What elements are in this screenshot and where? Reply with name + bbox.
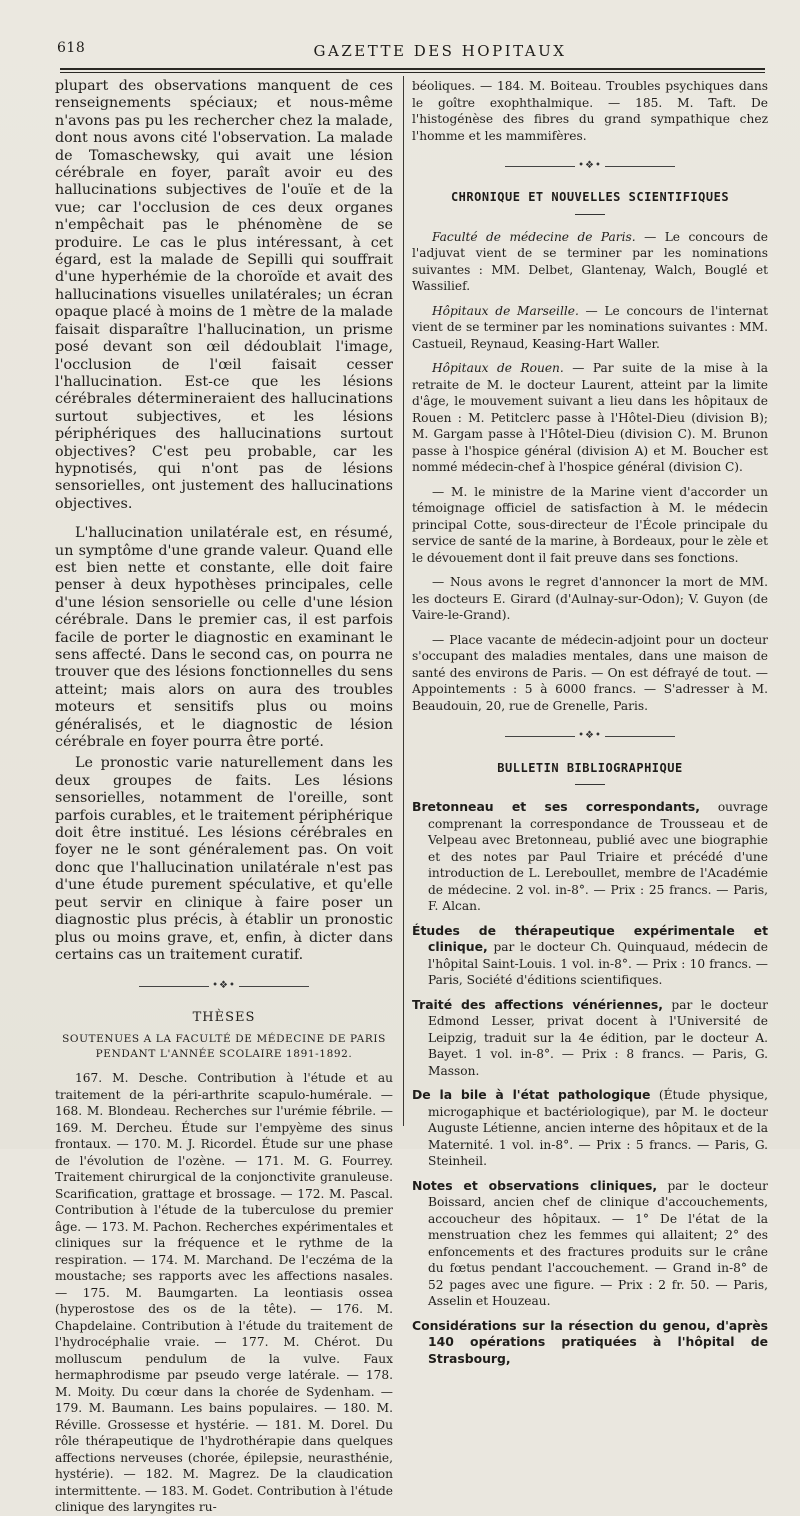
news-text: — Le concours de l'internat vient de se terminer par les nominations suivantes : MM. Castueil, Reynaud, Keasing-Hart Waller. [412, 303, 768, 351]
news-lead: Hôpitaux de Marseille. [432, 303, 579, 318]
section-rule [575, 784, 605, 785]
news-lead: Faculté de médecine de Paris. [432, 229, 636, 244]
news-item [412, 360, 768, 476]
article-paragraph: L'hallucination unilatérale est, en résumé, un symptôme d'une grande valeur. Quand elle est bien nette et constante, elle doit faire penser à deux hypothèses principales, celle d'une lésion sensorielle ou celle d'une lésion cérébrale. Dans le premier cas, il est parfois facile de porter le diagnostic en examinant le sens affecté. Dans le second cas, on pourra ne trouver que des lésions fonctionnelles du sens atteint; mais alors on aura des troubles moteurs et sensitifs plus ou moins généralisés, et le diagnostic de lésion cérébrale en foyer pourra être porté. [55, 525, 393, 751]
book-details: par le docteur Ch. Quinquaud, médecin de l'hôpital Saint-Louis. 1 vol. in-8°. — Prix : 10 francs. — Paris, Société d'éditions scientifiques. [428, 940, 768, 987]
book-title: De la bile à l'état pathologique [412, 1087, 651, 1102]
news-item [412, 574, 768, 624]
chronique-title: CHRONIQUE ET NOUVELLES SCIENTIFIQUES [450, 190, 730, 205]
news-text: — Nous avons le regret d'annoncer la mort de MM. les docteurs E. Girard (d'Aulnay-sur-Odon); V. Guyon (de Vaire-le-Grand). [412, 575, 768, 623]
news-item [412, 229, 768, 295]
theses-subtitle: PENDANT L'ANNÉE SCOLAIRE 1891-1892. [95, 1048, 353, 1061]
theses-list: 167. M. Desche. Contribution à l'étude et au traitement de la péri-arthrite scapulo-humérale. — 168. M. Blondeau. Recherches sur l'urémie fébrile. — 169. M. Dercheu. Étude sur l'empyème des sinus frontaux. — 170. M. J. Ricordel. Étude sur une phase de l'évolution de l'ozène. — 171. M. G. Fourrey. Traitement chirurgical de la conjonctivite granuleuse. Scarification, grattage et brossage. — 172. M. Pascal. Contribution à l'étude de la tuberculose du premier âge. — 173. M. Pachon. Recherches expérimentales et cliniques sur la fréquence et le rythme de la respiration. — 174. M. Marchand. De l'eczéma de la moustache; ses rapports avec les affections nasales. — 175. M. Baumgarten. La leontiasis ossea (hyperostose des os de la tête). — 176. M. Chapdelaine. Contribution à l'étude du traitement de l'hydrocéphalie vraie. — 177. M. Chérot. Du molluscum pendulum de la vulve. Faux hermaphrodisme par pseudo verge latérale. — 178. M. Moity. Du cœur dans la chorée de Sydenham. — 179. M. Baumann. Les bains populaires. — 180. M. Réville. Grossesse et hystérie. — 181. M. Dorel. Du rôle thérapeutique de l'hydrothérapie dans quelques affections nerveuses (chorée, épilepsie, neurasthénie, hystérie). — 182. M. Magrez. De la claudication intermittente. — 183. M. Godet. Contribution à l'étude clinique des laryngites ru- [55, 1071, 393, 1515]
news-lead: Hôpitaux de Rouen. [432, 361, 564, 376]
bibliography-entry [412, 1087, 768, 1170]
header-rule [60, 68, 765, 70]
left-column [55, 78, 393, 1516]
bibliography-entry [412, 997, 768, 1080]
news-item [412, 484, 768, 567]
right-column [412, 78, 768, 1375]
book-title: Études de thérapeutique expérimentale et clinique, [412, 922, 768, 954]
news-list [412, 229, 768, 715]
column-divider [403, 76, 404, 1126]
theses-list-continued: béoliques. — 184. M. Boiteau. Troubles psychiques dans le goître exophthalmique. — 185. M. Taft. De l'histogénèse des fibres du grand sympathique chez l'homme et les mammifères. [412, 79, 768, 143]
book-details: ouvrage comprenant la correspondance de Trousseau et de Velpeau avec Bretonneau, publié avec une biographie et des notes par Paul Triaire et précédé d'une introduction de L. Lereboullet, membre de l'Académie de médecine. 2 vol. in-8°. — Prix : 25 francs. — Paris, F. Alcan. [428, 800, 768, 913]
news-item [412, 303, 768, 353]
bibliography-entry [412, 923, 768, 989]
news-text: — M. le ministre de la Marine vient d'accorder un témoignage officiel de satisfaction à M. le médecin principal Cotte, sous-directeur de l'École principale du service de santé de la marine, à Bordeaux, pour le zèle et le dévouement dont il fait preuve dans ses fonctions. [412, 484, 768, 565]
book-title: Considérations sur la résection du genou, d'après 140 opérations pratiquées à l'hôpital de Strasbourg, [412, 1317, 768, 1366]
section-ornament: •❖• [412, 728, 768, 745]
article-hallucination [55, 78, 393, 964]
bibliography-entry [412, 1318, 768, 1368]
bibliography-list [412, 799, 768, 1367]
header-rule-thin [60, 72, 765, 73]
theses-title: THÈSES [192, 1009, 256, 1025]
book-title: Bretonneau et ses correspondants, [412, 799, 700, 814]
journal-title: GAZETTE DES HOPITAUX [313, 42, 567, 60]
book-details: (Étude physique, microgaphique et bactériologique), par M. le docteur Auguste Létienne, ancien interne des hôpitaux et de la Maternité. 1 vol. in-8°. — Prix : 5 francs. — Paris, G. Steinheil. [428, 1088, 768, 1168]
theses-subtitle: SOUTENUES A LA FACULTÉ DE MÉDECINE DE PARIS [62, 1033, 386, 1046]
article-paragraph: plupart des observations manquent de ces renseignements spéciaux; et nous-même n'avons pas pu les rechercher chez la malade, dont nous avons cité l'observation. La malade de Tomaschewsky, qui avait une lésion cérébrale en foyer, paraît avoir eu des hallucinations subjectives de l'ouïe et de la vue; car l'occlusion de ces deux organes n'empêchait pas le phénomène de se produire. Le cas le plus intéressant, à cet égard, est la malade de Sepilli qui souffrait d'une hyperhémie de la choroïde et avait des hallucinations visuelles unilatérales; un écran opaque placé à moins de 1 mètre de la malade faisait disparaître l'hallucination, un prisme posé devant son œil dédoublait l'image, l'occlusion de l'œil faisait cesser l'hallucination. Est-ce que les lésions cérébrales détermineraient des hallucinations surtout subjectives, et les lésions périphériques des hallucinations surtout objectives? C'est peu probable, car les hypnotisés, qui n'ont pas de lésions sensorielles, ont justement des hallucinations objectives. [55, 78, 393, 512]
book-title: Notes et observations cliniques, [412, 1177, 658, 1193]
bibliography-entry [412, 799, 768, 915]
section-ornament: •❖• [55, 978, 393, 995]
news-text: — Place vacante de médecin-adjoint pour un docteur s'occupant des maladies mentales, dans une maison de santé des environs de Paris. — On est défrayé de tout. — Appointements : 5 à 6000 francs. — S'adresser à M. Beaudouin, 20, rue de Grenelle, Paris. [412, 632, 768, 713]
page-number: 618 [57, 40, 86, 56]
book-title: Traité des affections vénériennes, [412, 996, 663, 1012]
article-paragraph: Le pronostic varie naturellement dans les deux groupes de faits. Les lésions sensorielles, notamment de l'oreille, sont parfois curables, et le traitement périphérique doit être institué. Les lésions cérébrales en foyer ne le sont généralement pas. On voit donc que l'hallucination unilatérale n'est pas d'une étude purement spéculative, et qu'elle peut servir en clinique à faire poser un diagnostic plus précis, à établir un pronostic plus ou moins grave, et, enfin, à dicter dans certains cas un traitement curatif. [55, 755, 393, 963]
news-text: — Par suite de la mise à la retraite de M. le docteur Laurent, atteint par la limite d'âge, le mouvement suivant a lieu dans les hôpitaux de Rouen : M. Petitclerc passe à l'Hôtel-Dieu (division B); M. Gargam passe à l'Hôtel-Dieu (division C). M. Brunon passe à l'hospice général (division A) et M. Boucher est nommé médecin-chef à l'hospice général (division C). [412, 361, 768, 475]
page-header [55, 38, 765, 74]
section-ornament: •❖• [412, 158, 768, 175]
bibliography-entry [412, 1178, 768, 1310]
news-text: — Le concours de l'adjuvat vient de se terminer par les nominations suivantes : MM. Delbet, Glantenay, Walch, Bouglé et Wassilief. [412, 229, 768, 294]
bulletin-title: BULLETIN BIBLIOGRAPHIQUE [497, 760, 683, 775]
news-item [412, 632, 768, 715]
book-details: par le docteur Edmond Lesser, privat docent à l'Université de Leipzig, traduit sur la 4e édition, par le docteur A. Bayet. 1 vol. in-8°. — Prix : 8 francs. — Paris, G. Masson. [428, 997, 768, 1078]
section-rule [575, 214, 605, 215]
book-details: par le docteur Boissard, ancien chef de clinique d'accouchements, accoucheur des hôpitaux. — 1° De l'état de la menstruation chez les femmes qui allaitent; 2° des enfoncements et des fractures produits sur le crâne du fœtus pendant l'accouchement. — Grand in-8° de 52 pages avec une figure. — Prix : 2 fr. 50. — Paris, Asselin et Houzeau. [428, 1178, 768, 1308]
